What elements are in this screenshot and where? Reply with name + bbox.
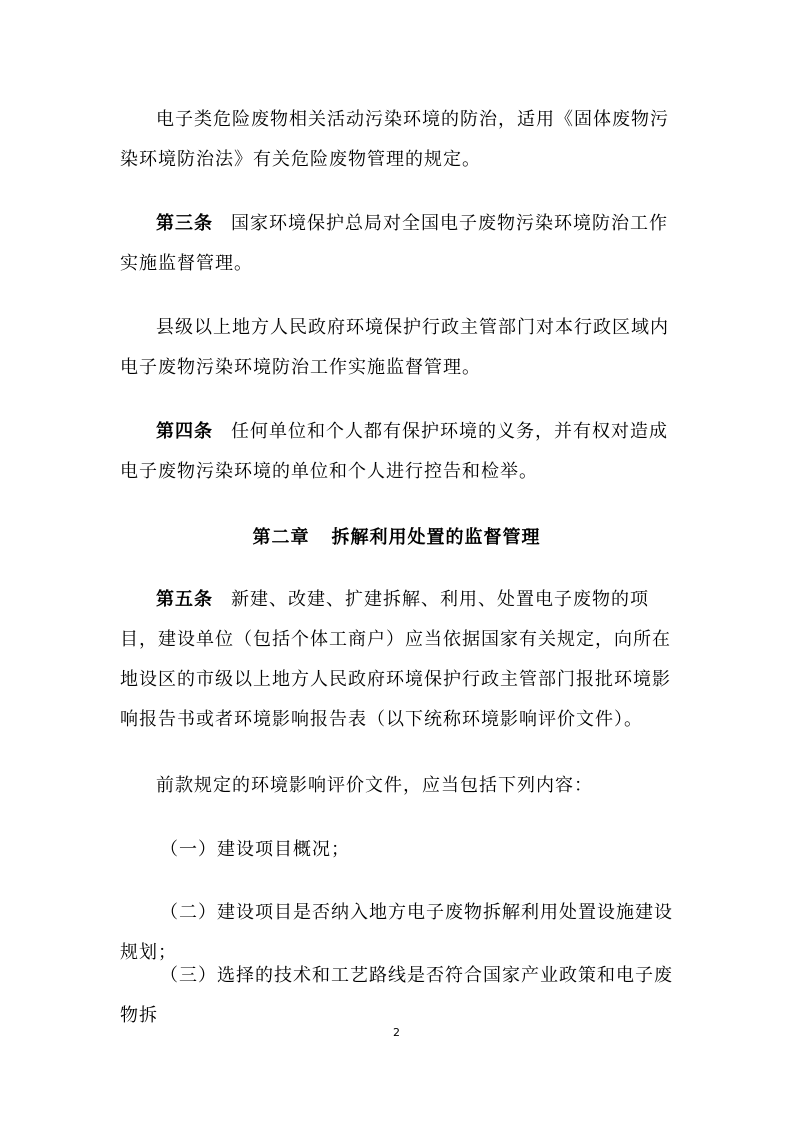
chapter-number: 第二章: [252, 527, 310, 548]
list-item-2: （二）建设项目是否纳入地方电子废物拆解利用处置设施建设规划；: [120, 902, 673, 963]
paragraph-article-5: [120, 580, 680, 740]
paragraph-eia-contents: 前款规定的环境影响评价文件，应当包括下列内容：: [156, 775, 593, 796]
chapter-title: 拆解利用处置的监督管理: [331, 527, 541, 548]
paragraph-hazardous-waste: 电子类危险废物相关活动污染环境的防治，适用《固体废物污染环境防治法》有关危险废物管理的规定。: [120, 109, 669, 170]
article-5-text: 新建、改建、扩建拆解、利用、处置电子废物的项目，建设单位（包括个体工商户）应当依据国家有关规定，向所在地设区的市级以上地方人民政府环境保护行政主管部门报批环境影响报告书或者环境影响报告表（以下统称环境影响评价文件）。: [120, 589, 671, 730]
article-3-text: 国家环境保护总局对全国电子废物污染环境防治工作实施监督管理。: [120, 213, 668, 274]
list-item-3: （三）选择的技术和工艺路线是否符合国家产业政策和电子废物拆: [120, 965, 673, 1026]
list-item-1: （一）建设项目概况；: [160, 839, 350, 860]
paragraph-local-supervision: 县级以上地方人民政府环境保护行政主管部门对本行政区域内电子废物污染环境防治工作实施监督管理。: [120, 317, 669, 378]
article-5-label: 第五条: [156, 589, 213, 610]
page-number: 2: [393, 1026, 400, 1039]
article-3-label: 第三条: [156, 213, 213, 234]
article-4-text: 任何单位和个人都有保护环境的义务，并有权对造成电子废物污染环境的单位和个人进行控告和检举。: [120, 421, 668, 482]
article-4-label: 第四条: [156, 421, 213, 442]
paragraph-article-4: [120, 412, 680, 492]
chapter-heading: [0, 518, 793, 558]
paragraph-article-3: [120, 204, 680, 284]
